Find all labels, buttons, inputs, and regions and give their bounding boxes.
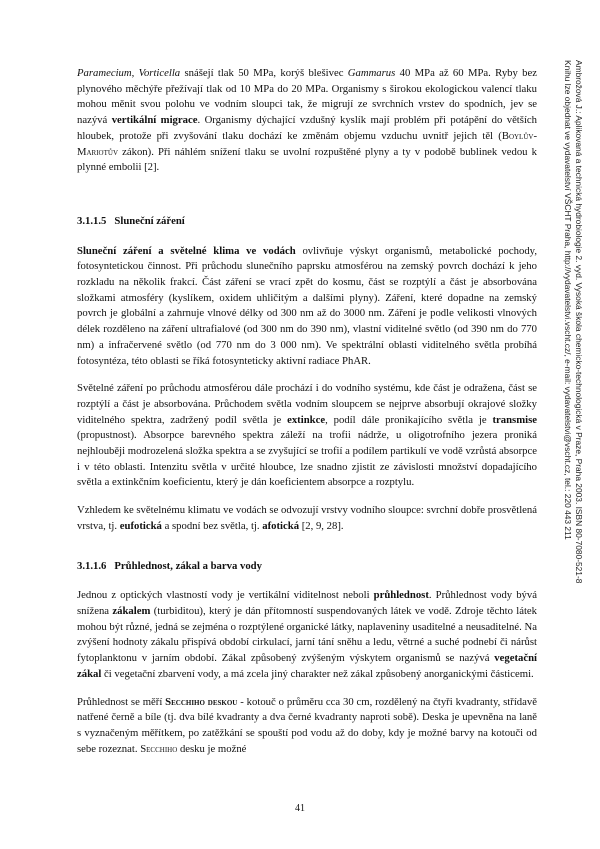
paragraph-light-in-water [77,381,537,491]
paragraph-pressure [77,66,537,176]
text-run: 40 MPa až 60 MPa. Ryby bez plynového měchýře přežívají tlak od 10 MPa do 20 MPa. Organismy s širokou ekologickou valencí tlaku mohou měnit svou polohu ve vodním sloupci tak, že migrují ze svrchních vrstev do spodních, jev se nazývá [77,67,537,127]
bold-term: eufotická [119,519,162,532]
text-run: desku je možné [177,742,247,755]
section-heading-solar [77,214,537,230]
text-run: . Průhlednost vody bývá snížena [77,589,537,617]
section-number: 3.1.1.5 [77,214,107,227]
text-run: , podíl dále pronikajícího světla je [325,413,493,426]
bold-term: zákalem [112,604,151,617]
bold-term: afotická [262,519,300,532]
paragraph-solar-radiation [77,244,537,370]
text-run: (turbiditou), který je dán přítomností suspendovaných látek ve vodě. Zdroje těchto látek mohou být různé, jedná se zejména o rozptýlené organické látky, naplaveniny usaditelné a neusaditelné. Na zvýšení hodnoty zákalu přispívá období cirkulací, jarní tání sněhu a ledu, větrné a suché podnebí či nárůst fytoplanktonu v jarním období. Zákal způsobený zvýšeným výskytem organismů se nazývá [77,604,538,665]
text-run: a spodní bez světla, tj. [161,519,263,532]
bold-term: extinkce [287,413,326,426]
paragraph-water-layers [77,503,537,534]
text-run: či vegetační zbarvení vody, a má zcela jiný charakter než zákal způsobený anorganickými částicemi. [101,667,534,680]
text-run: Světelné záření po průchodu atmosférou dále prochází i do vodního systému, kde část je odražena, část se rozptýlí a část je absorbována. Průchodem světla vodním sloupcem se nejprve absorbují okrajové složky viditelného spektra, zadržený podíl světla je [77,382,537,426]
text-run: Průhlednost se měří [77,695,166,708]
text-run: Jednou z optických vlastností vody je vertikální viditelnost neboli [77,589,374,602]
section-title: Sluneční záření [114,214,185,227]
page-number: 41 [295,803,305,814]
italic-genus: Gammarus [347,67,396,79]
bold-term: Sluneční záření a světelné klima ve vodách [77,244,296,257]
section-title: Průhlednost, zákal a barva vody [114,559,262,572]
text-run: - kotouč o průměru cca 30 cm, rozdělený na čtyři kvadranty, střídavě natřené černě a bíle (tj. dva bílé kvadranty a dva černé kvadranty naproti sobě). Deska je upevněna na laně s vyznačeným měřítkem, po zatěžkání se spouští pod vodu až do doby, kdy je možné barvy na kotouči od sebe rozeznat. [77,695,537,755]
text-run: [2, 9, 28]. [299,519,344,532]
side-note-line-1: Ambrožová J.: Aplikovaná a technická hydrobiologie 2. vyd. Vysoká škola chemicko-technologická v Praze, Praha 2003. ISBN 80-7080-521-8 [574,60,584,584]
bold-term: Secchiho deskou [165,695,238,708]
side-margin-note [554,60,584,600]
section-number: 3.1.1.6 [77,559,107,572]
bold-term: průhlednost [373,589,429,602]
text-run: snášejí tlak 50 MPa, korýš blešivec [180,67,348,79]
text-run: Vzhledem ke světelnému klimatu ve vodách se odvozují vrstvy vodního sloupce: svrchní dobře prosvětlená vrstva, tj. [77,504,537,532]
bold-term: vegetační zákal [77,652,537,680]
bold-term: vertikální migrace [111,114,198,127]
main-text-column [77,66,537,757]
text-run: . Organismy dýchající vzdušný kyslík mají problém při potápění do větších hloubek, protože při zvyšování tlaku dochází ke změnám objemu vzduchu uvnitř jejich těl ( [77,114,537,142]
text-run: (propustnost). Absorpce barevného spektra záleží na trofii nádrže, u oligotrofního jezera proniká nejhlouběji modrozelená složka spektra a se zvyšující se trofií a podílem partikulí ve vodě vzrůstá absorpce i v této oblasti. Intenzitu světla v určité hloubce, lze snadno zjistit ze závislosti množství dopadajícího světla a extinkčním koeficientu, který je dán koeficientem absorpce a rozptylu. [77,429,537,489]
bold-term: transmise [492,413,537,426]
italic-genus: Paramecium, Vorticella [77,67,181,79]
small-caps-name: Secchiho [140,742,178,755]
section-heading-transparency [77,559,537,575]
paragraph-transparency [77,588,537,682]
paragraph-secchi-disk [77,695,537,758]
small-caps-name: Boylův-Mariotův [77,129,537,158]
text-run: zákon). Při náhlém snížení tlaku se uvolní rozpuštěné plyny a ty v podobě bublinek vedou k plynné embolii [2]. [77,145,537,174]
text-run: ovlivňuje výskyt organismů, metabolické pochody, fotosyntetickou činnost. Při průchodu slunečního paprsku atmosférou na zemský povrch dochází k jeho rozkladu na několik frakcí. Část záření se vrací zpět do kosmu, část se rozptýlí a část je absorbována složkami atmosféry (kyslíkem, oxidem uhličitým a dalšími plyny). Záření, které dopadne na zemský povrch je globální a zahrnuje vlnové délky od 300 nm až do 3000 nm. Záření je podle velikosti vlnových délek rozděleno na záření ultrafialové (od 300 nm do 390 nm), vlastní viditelné světlo (od 390 nm do 770 nm) a infračervené světlo (od 770 nm do 3 000 nm). Ve spektrální oblasti viditelného světla probíhá fotosyntéza, této oblasti se říká fotosynteticky aktivní radiace PhAR. [77,244,537,367]
side-note-line-2: Knihu lze objednat ve vydavatelství VŠCHT Praha, http://vydavatelstvi.vscht.cz/, e-mail: vydavatelstvi@vscht.cz, tel.: 220 443 211 [563,60,573,540]
